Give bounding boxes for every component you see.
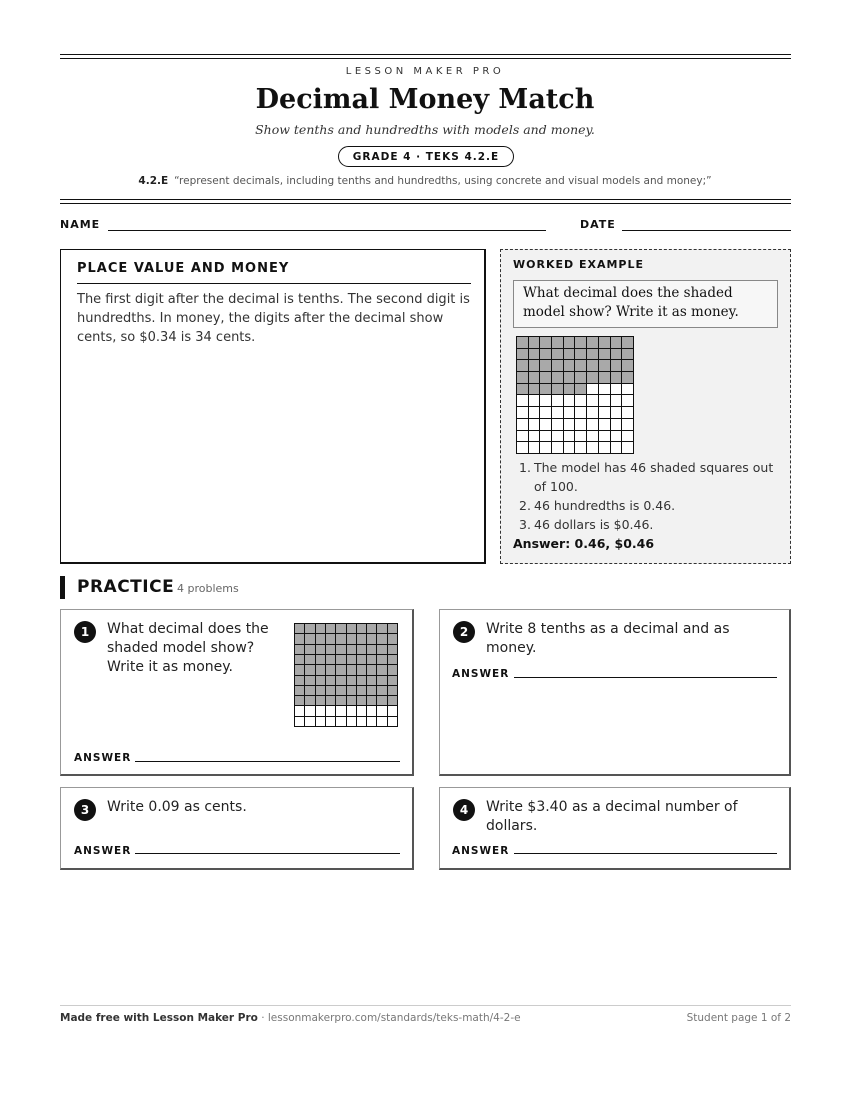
header-bottom-rule [60,199,791,204]
top-double-rule [60,54,791,59]
grid-cell [388,717,398,727]
grid-cell-shaded [305,624,315,634]
grid-cell-shaded [517,360,529,372]
grid-cell [540,442,552,454]
problem-card-4 [439,787,791,870]
grid-cell-shaded [611,360,623,372]
grid-cell-shaded [367,665,377,675]
grid-cell-shaded [377,655,387,665]
grid-cell-shaded [377,624,387,634]
footer-url[interactable]: · lessonmakerpro.com/standards/teks-math/4-2-e [257,1012,521,1024]
grid-cell-shaded [377,696,387,706]
grid-cell-shaded [367,624,377,634]
grid-cell-shaded [357,655,367,665]
grid-cell-shaded [552,349,564,361]
grid-cell-shaded [357,676,367,686]
answer-label: ANSWER [74,752,132,764]
grid-cell [587,419,599,431]
grid-cell [357,706,367,716]
grid-cell-shaded [326,676,336,686]
worked-example-card [500,249,791,564]
grid-cell-shaded [388,634,398,644]
grid-cell [517,431,529,443]
grid-cell-shaded [552,372,564,384]
grid-cell [517,407,529,419]
grid-cell [305,706,315,716]
grid-cell-shaded [622,360,634,372]
footer-page-number: Student page 1 of 2 [686,1012,791,1024]
grid-cell-shaded [599,349,611,361]
standard-line [0,175,850,187]
grid-cell-shaded [377,676,387,686]
grid-cell-shaded [599,360,611,372]
grid-cell [377,706,387,716]
grid-cell [599,384,611,396]
name-label: NAME [60,218,101,231]
grid-cell-shaded [552,360,564,372]
grid-cell-shaded [611,372,623,384]
answer-label: ANSWER [452,845,510,857]
answer-line-2[interactable] [514,677,777,678]
grid-cell [540,431,552,443]
grid-cell [611,442,623,454]
grid-cell-shaded [357,686,367,696]
answer-line-1[interactable] [135,761,400,762]
grid-cell [587,384,599,396]
grid-cell-shaded [529,384,541,396]
grid-cell-shaded [336,624,346,634]
grid-cell [367,706,377,716]
grid-cell [295,706,305,716]
grid-cell-shaded [529,360,541,372]
grid-cell [316,706,326,716]
concept-divider [77,283,471,284]
practice-heading: PRACTICE [77,577,175,597]
grid-cell [622,442,634,454]
grid-cell-shaded [305,676,315,686]
grid-cell [529,442,541,454]
grid-cell [529,431,541,443]
answer-line-4[interactable] [514,853,777,854]
grid-cell [552,431,564,443]
grid-cell-shaded [305,655,315,665]
grid-cell [622,419,634,431]
grid-cell-shaded [336,665,346,675]
grid-cell-shaded [529,372,541,384]
practice-count: 4 problems [177,582,239,595]
grid-cell-shaded [357,634,367,644]
grid-cell [575,442,587,454]
grid-cell-shaded [587,360,599,372]
grid-cell [540,395,552,407]
problem-number: 1 [74,621,96,643]
grid-cell-shaded [336,655,346,665]
example-hundreds-grid [516,336,634,454]
grid-cell-shaded [336,696,346,706]
grid-cell [336,706,346,716]
problem-number: 2 [453,621,475,643]
standard-text: “represent decimals, including tenths and hundredths, using concrete and visual models and money;” [174,175,712,187]
grid-cell [622,395,634,407]
grid-cell-shaded [347,696,357,706]
grid-cell-shaded [295,655,305,665]
date-field[interactable] [622,230,791,231]
grid-cell [295,717,305,727]
grid-cell-shaded [622,337,634,349]
grid-cell [599,407,611,419]
grid-cell-shaded [599,337,611,349]
grid-cell [367,717,377,727]
grid-cell [326,706,336,716]
grid-cell-shaded [357,696,367,706]
grid-cell-shaded [316,645,326,655]
page-subtitle: Show tenths and hundredths with models and money. [255,122,595,137]
grid-cell-shaded [517,384,529,396]
grid-cell [611,384,623,396]
grid-cell-shaded [347,634,357,644]
grid-cell [552,442,564,454]
grid-cell-shaded [575,360,587,372]
worked-example-heading: WORKED EXAMPLE [513,258,644,271]
grid-cell [347,717,357,727]
grid-cell-shaded [367,645,377,655]
problem-card-1 [60,609,414,776]
grid-cell [564,442,576,454]
grid-cell [599,419,611,431]
grid-cell-shaded [587,349,599,361]
grid-cell-shaded [295,634,305,644]
grid-cell-shaded [367,686,377,696]
grid-cell [326,717,336,727]
grid-cell [540,407,552,419]
grid-cell [540,419,552,431]
grid-cell-shaded [587,337,599,349]
grid-cell-shaded [517,349,529,361]
grid-cell-shaded [295,696,305,706]
grid-cell [622,407,634,419]
grid-cell-shaded [552,384,564,396]
grid-cell-shaded [622,349,634,361]
example-steps [519,458,784,534]
grid-cell-shaded [316,634,326,644]
grid-cell-shaded [295,686,305,696]
grid-cell-shaded [326,655,336,665]
grid-cell-shaded [336,676,346,686]
grid-cell-shaded [540,360,552,372]
standard-code: 4.2.E [138,175,169,187]
grid-cell-shaded [575,349,587,361]
grid-cell-shaded [347,645,357,655]
grid-cell-shaded [305,686,315,696]
grid-cell [575,419,587,431]
concept-card [60,249,486,564]
problem-text: What decimal does the shaded model show? Write it as money. [107,621,269,675]
grid-cell [552,407,564,419]
problem-card-2 [439,609,791,776]
grid-cell-shaded [305,665,315,675]
grid-cell-shaded [552,337,564,349]
grid-cell-shaded [599,372,611,384]
grid-cell-shaded [388,696,398,706]
problem-card-3 [60,787,414,870]
grid-cell-shaded [347,686,357,696]
date-label: DATE [580,218,616,231]
grid-cell-shaded [367,655,377,665]
grid-cell-shaded [529,337,541,349]
grid-cell-shaded [295,665,305,675]
problem-number: 4 [453,799,475,821]
grid-cell [587,442,599,454]
grid-cell-shaded [388,665,398,675]
grid-cell-shaded [564,372,576,384]
grid-cell-shaded [326,665,336,675]
grid-cell-shaded [357,665,367,675]
grid-cell-shaded [316,655,326,665]
problem-number: 3 [74,799,96,821]
problem-text: Write 0.09 as cents. [107,799,247,815]
grid-cell-shaded [316,624,326,634]
grid-cell-shaded [575,384,587,396]
grid-cell-shaded [326,634,336,644]
grid-cell-shaded [388,645,398,655]
example-answer: Answer: 0.46, $0.46 [513,536,655,551]
grid-cell-shaded [357,645,367,655]
grid-cell-shaded [347,665,357,675]
grid-cell-shaded [540,372,552,384]
grid-cell-shaded [587,372,599,384]
grid-cell-shaded [336,645,346,655]
grid-cell [611,395,623,407]
grid-cell-shaded [377,665,387,675]
name-field[interactable] [108,230,546,231]
grid-cell-shaded [295,676,305,686]
example-step: 1. The model has 46 shaded squares out of 100. [519,460,774,494]
grid-cell [517,419,529,431]
grid-cell [575,407,587,419]
grid-cell-shaded [575,372,587,384]
problem-text: Write $3.40 as a decimal number of dollars. [486,799,738,834]
grid-cell-shaded [377,634,387,644]
grid-cell [517,442,529,454]
grid-cell [305,717,315,727]
grid-cell-shaded [377,645,387,655]
grid-cell-shaded [388,655,398,665]
grid-cell-shaded [540,384,552,396]
grid-cell-shaded [336,634,346,644]
grid-cell [564,407,576,419]
answer-line-3[interactable] [135,853,400,854]
grid-cell-shaded [388,676,398,686]
grid-cell [587,407,599,419]
problem-hundreds-grid [294,623,398,727]
grid-cell-shaded [305,696,315,706]
concept-heading: PLACE VALUE AND MONEY [77,261,290,276]
grid-cell [517,395,529,407]
grid-cell [587,395,599,407]
grid-cell-shaded [305,645,315,655]
footer-made-with: Made free with Lesson Maker Pro [60,1012,258,1024]
grid-cell-shaded [611,337,623,349]
grid-cell-shaded [529,349,541,361]
grid-cell [611,431,623,443]
practice-accent-bar [60,576,65,599]
grid-cell-shaded [336,686,346,696]
grid-cell-shaded [564,349,576,361]
example-question: What decimal does the shaded model show? Write it as money. [513,280,778,328]
example-step: 3. 46 dollars is $0.46. [519,517,654,532]
grid-cell [611,419,623,431]
footer-credit [60,1012,521,1024]
grid-cell [377,717,387,727]
grid-cell [552,395,564,407]
grid-cell-shaded [347,655,357,665]
grid-cell-shaded [326,645,336,655]
example-step: 2. 46 hundredths is 0.46. [519,498,676,513]
footer-rule [60,1005,791,1006]
grid-cell-shaded [564,384,576,396]
grid-cell-shaded [564,337,576,349]
grid-cell [564,431,576,443]
grid-cell [388,706,398,716]
grid-cell [575,431,587,443]
grid-cell-shaded [316,676,326,686]
grid-cell-shaded [622,372,634,384]
grid-cell [622,384,634,396]
grid-cell-shaded [611,349,623,361]
grid-cell-shaded [540,349,552,361]
grid-cell [622,431,634,443]
grid-cell-shaded [517,337,529,349]
grid-cell [347,706,357,716]
grid-cell [529,419,541,431]
grid-cell [529,407,541,419]
grid-cell [357,717,367,727]
grid-cell [611,407,623,419]
grid-cell-shaded [347,676,357,686]
answer-label: ANSWER [74,845,132,857]
grid-cell-shaded [564,360,576,372]
answer-label: ANSWER [452,668,510,680]
grid-cell-shaded [540,337,552,349]
grid-cell-shaded [316,696,326,706]
grid-cell [552,419,564,431]
grid-cell [599,395,611,407]
grid-cell-shaded [347,624,357,634]
grid-cell-shaded [326,686,336,696]
grid-cell-shaded [326,624,336,634]
page-title: Decimal Money Match [255,84,595,115]
grid-cell-shaded [377,686,387,696]
grid-cell [564,395,576,407]
grid-cell-shaded [517,372,529,384]
grid-cell [599,431,611,443]
grid-cell [599,442,611,454]
grid-cell-shaded [326,696,336,706]
grid-cell [587,431,599,443]
grid-cell-shaded [388,686,398,696]
brand-name: LESSON MAKER PRO [345,66,505,77]
grid-cell [316,717,326,727]
grid-cell-shaded [295,645,305,655]
grid-cell-shaded [295,624,305,634]
grid-cell-shaded [305,634,315,644]
grid-cell [564,419,576,431]
concept-text: The first digit after the decimal is tenths. The second digit is hundredths. In money, the digits after the decimal show cents, so $0.34 is 34 cents. [77,292,470,345]
grid-cell-shaded [367,676,377,686]
grid-cell-shaded [357,624,367,634]
problem-text: Write 8 tenths as a decimal and as money. [486,621,730,656]
grid-cell [575,395,587,407]
grid-cell-shaded [367,696,377,706]
grid-cell-shaded [316,665,326,675]
grid-cell-shaded [388,624,398,634]
grid-cell-shaded [367,634,377,644]
grid-cell [529,395,541,407]
grid-cell-shaded [575,337,587,349]
grade-badge: GRADE 4 · TEKS 4.2.E [338,146,514,167]
grid-cell [336,717,346,727]
grid-cell-shaded [316,686,326,696]
